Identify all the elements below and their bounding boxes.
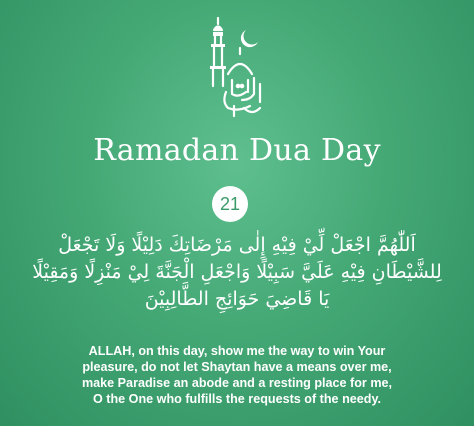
arabic-dua-line: يَا قَاضِيَ حَوَائِجِ الطَّالِبِيْنَ <box>144 288 330 310</box>
page-title: Ramadan Dua Day <box>93 133 381 168</box>
arabic-dua-line: لِلشَّيْطَانِ فِيْهِ عَلَيَّ سَبِيْلًا وَاجْعَلِ الْجَنَّةَ لِيْ مَنْزِلًا وَمَقِيْلًا <box>32 261 442 283</box>
english-dua-line: O the One who fulfills the requests of the needy. <box>92 392 382 406</box>
english-dua-line: make Paradise an abode and a resting place for me, <box>81 376 393 390</box>
english-dua-line: ALLAH, on this day, show me the way to win Your <box>88 344 386 358</box>
arabic-dua-line: اَللّٰهُمَّ اجْعَلْ لِّيْ فِيْهِ إِلٰى مَرْضَاتِكَ دَلِيْلًا وَلَا تَجْعَلْ <box>58 234 416 256</box>
english-dua-line: pleasure, do not let Shaytan have a means over me, <box>82 360 392 374</box>
day-number: 21 <box>219 193 241 214</box>
mosque-crescent-logo-icon <box>188 14 288 122</box>
arabic-dua-text <box>26 232 448 313</box>
day-number-badge <box>212 186 248 222</box>
english-dua-text <box>10 343 464 407</box>
